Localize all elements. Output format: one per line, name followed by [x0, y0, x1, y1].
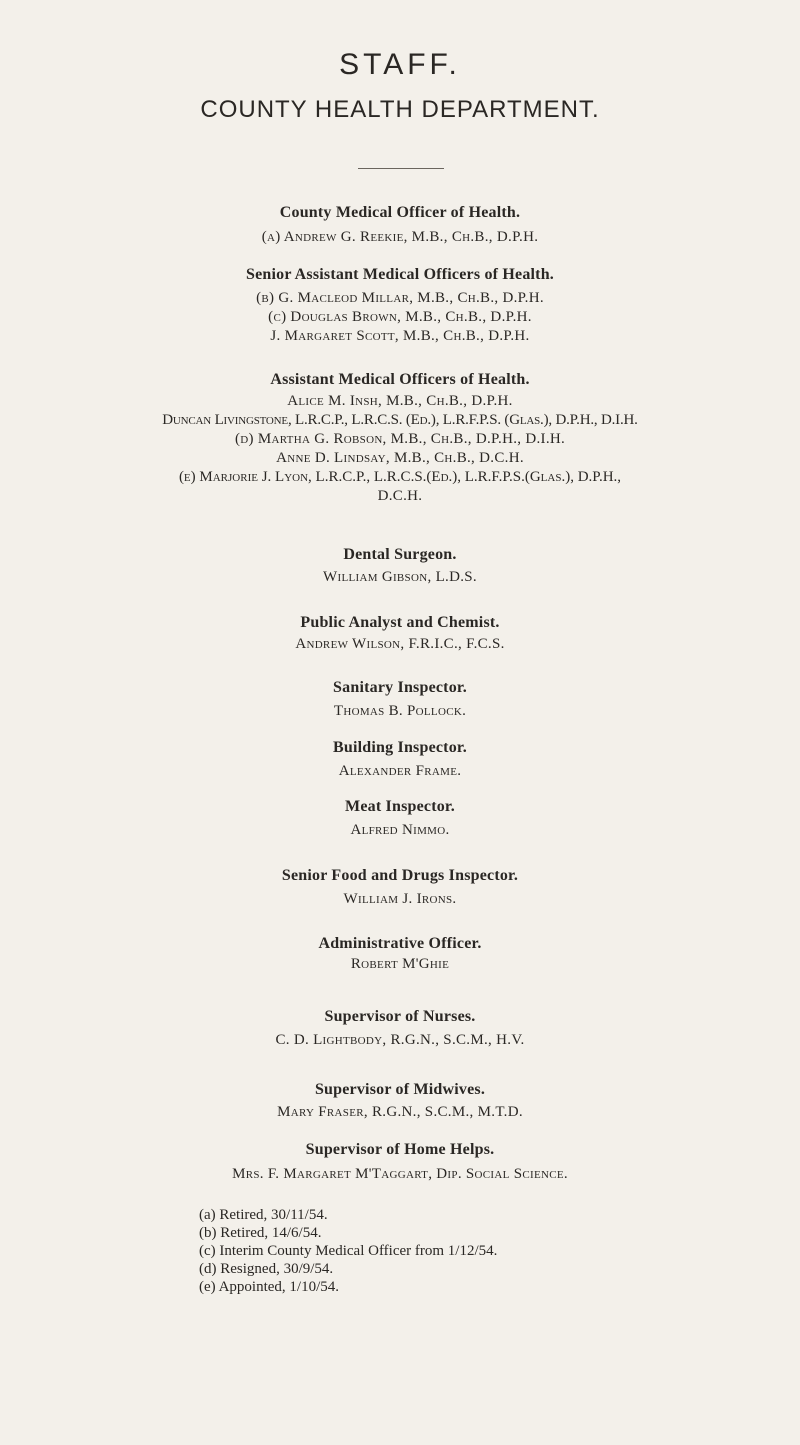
- section-heading: Supervisor of Nurses.: [324, 1008, 476, 1025]
- staff-name: Andrew Wilson, F.R.I.C., F.C.S.: [295, 636, 505, 652]
- section-public-analyst: [0, 613, 800, 654]
- section-heading: Supervisor of Midwives.: [314, 1081, 486, 1098]
- staff-name: Alfred Nimmo.: [350, 822, 450, 838]
- section-sanitary-inspector: [0, 678, 800, 721]
- section-heading: Public Analyst and Chemist.: [300, 614, 500, 631]
- staff-name: Alexander Frame.: [338, 763, 462, 779]
- footnote: (d) Resigned, 30/9/54.: [199, 1261, 334, 1277]
- staff-name: (a) Andrew G. Reekie, M.B., Ch.B., D.P.H.: [261, 229, 539, 245]
- section-meat-inspector: [0, 797, 800, 840]
- staff-name: Mary Fraser, R.G.N., S.C.M., M.T.D.: [277, 1104, 523, 1120]
- page-title: STAFF.: [339, 48, 461, 81]
- section-building-inspector: [0, 738, 800, 781]
- footnotes: [199, 1206, 497, 1296]
- footnote: (e) Appointed, 1/10/54.: [199, 1279, 339, 1295]
- staff-name: Alice M. Insh, M.B., Ch.B., D.P.H.: [287, 393, 513, 409]
- section-administrative-officer: [0, 934, 800, 974]
- staff-name: (d) Martha G. Robson, M.B., Ch.B., D.P.H., D.I.H.: [234, 431, 566, 447]
- staff-name: D.C.H.: [377, 488, 423, 504]
- section-heading: Building Inspector.: [333, 739, 467, 756]
- section-heading: Senior Assistant Medical Officers of Health.: [245, 266, 555, 283]
- section-supervisor-nurses: [0, 1007, 800, 1050]
- footnote: (b) Retired, 14/6/54.: [199, 1225, 322, 1241]
- section-senior-assistant-medical-officers: [0, 265, 800, 346]
- staff-name: Robert M'Ghie: [350, 956, 450, 972]
- staff-name: William Gibson, L.D.S.: [323, 569, 477, 585]
- page-subtitle: COUNTY HEALTH DEPARTMENT.: [200, 96, 600, 123]
- section-heading: Meat Inspector.: [345, 798, 455, 815]
- footnote: (c) Interim County Medical Officer from 1/12/54.: [199, 1243, 498, 1259]
- section-heading: Supervisor of Home Helps.: [305, 1141, 495, 1158]
- divider: [358, 168, 444, 169]
- footnote: (a) Retired, 30/11/54.: [199, 1207, 328, 1223]
- staff-name: C. D. Lightbody, R.G.N., S.C.M., H.V.: [275, 1032, 525, 1048]
- section-county-medical-officer: [0, 203, 800, 247]
- staff-name: Mrs. F. Margaret M'Taggart, Dip. Social Science.: [232, 1166, 568, 1182]
- section-heading: Sanitary Inspector.: [333, 679, 467, 696]
- staff-name: Thomas B. Pollock.: [333, 703, 467, 719]
- section-senior-food-drugs-inspector: [0, 866, 800, 909]
- staff-name: Anne D. Lindsay, M.B., Ch.B., D.C.H.: [276, 450, 524, 466]
- section-supervisor-midwives: [0, 1080, 800, 1122]
- staff-name: J. Margaret Scott, M.B., Ch.B., D.P.H.: [270, 328, 530, 344]
- staff-name: William J. Irons.: [343, 891, 457, 907]
- section-heading: County Medical Officer of Health.: [279, 204, 521, 221]
- section-heading: Administrative Officer.: [318, 935, 482, 952]
- section-heading: Senior Food and Drugs Inspector.: [281, 867, 519, 884]
- section-dental-surgeon: [0, 545, 800, 587]
- staff-name: (b) G. Macleod Millar, M.B., Ch.B., D.P.H.: [256, 290, 544, 306]
- staff-name: Duncan Livingstone, L.R.C.P., L.R.C.S. (Ed.), L.R.F.P.S. (Glas.), D.P.H., D.I.H.: [162, 412, 638, 428]
- staff-name: (c) Douglas Brown, M.B., Ch.B., D.P.H.: [268, 309, 532, 325]
- section-assistant-medical-officers: [0, 370, 800, 506]
- section-heading: Assistant Medical Officers of Health.: [270, 371, 530, 388]
- staff-name: (e) Marjorie J. Lyon, L.R.C.P., L.R.C.S.(Ed.), L.R.F.P.S.(Glas.), D.P.H.,: [178, 469, 622, 485]
- section-heading: Dental Surgeon.: [343, 546, 457, 563]
- section-supervisor-home-helps: [0, 1140, 800, 1184]
